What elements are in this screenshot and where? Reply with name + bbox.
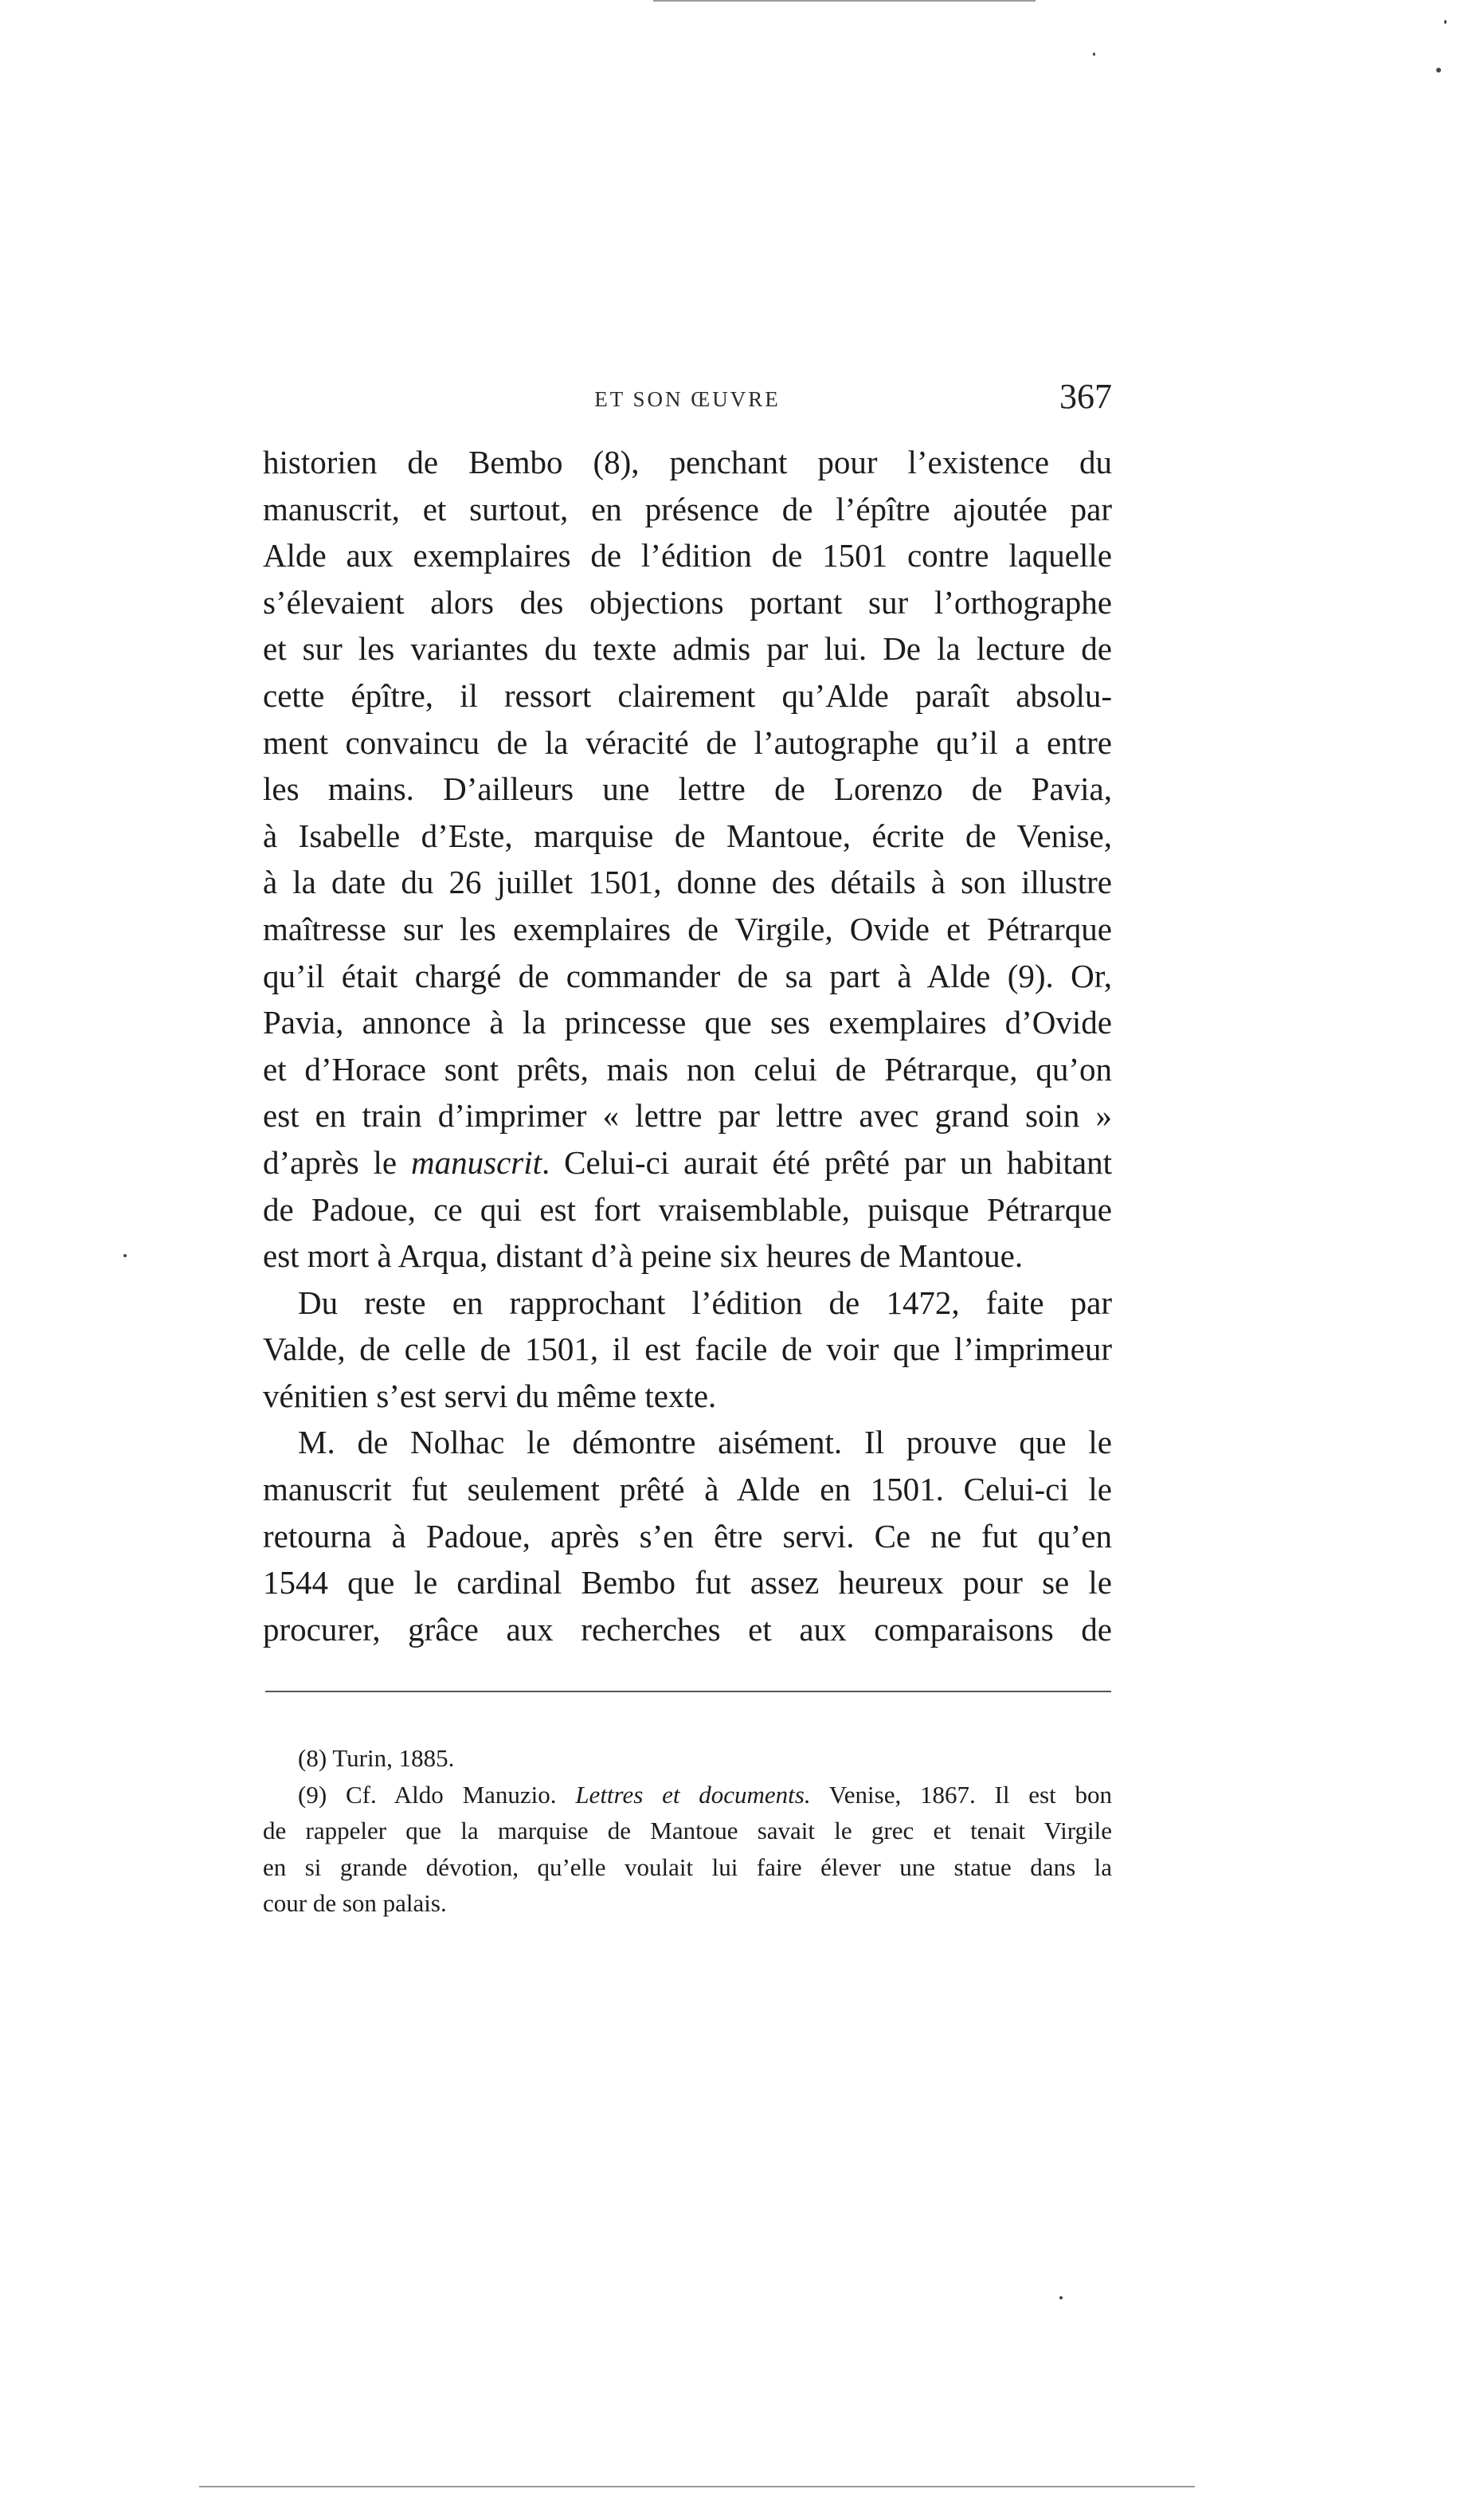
text-run: Venise, 1867. Il est bon	[810, 1780, 1112, 1809]
text-line: manuscrit, et surtout, en présence de l’épître ajoutée par	[263, 490, 1112, 527]
text-line: retourna à Padoue, après s’en être servi. Ce ne fut qu’en	[263, 1517, 1112, 1554]
text-line: Du reste en rapprochant l’édition de 1472, faite par	[298, 1284, 1112, 1321]
body-text	[263, 439, 1112, 1652]
text-line: cette épître, il ressort clairement qu’Alde paraît absolu-	[263, 676, 1112, 714]
scan-speck	[1436, 68, 1441, 73]
scan-speck	[1059, 2296, 1063, 2299]
text-line: est mort à Arqua, distant d’à peine six heures de Mantoue.	[263, 1237, 1024, 1275]
text-line: qu’il était chargé de commander de sa part à Alde (9). Or,	[263, 957, 1112, 994]
footnote-9-line: de rappeler que la marquise de Mantoue savait le grec et tenait Virgile	[263, 1817, 1112, 1844]
text-line: de Padoue, ce qui est fort vraisemblable, puisque Pétrarque	[263, 1190, 1112, 1228]
text-run: . Celui-ci aurait été prêté par un habitant	[542, 1143, 1112, 1181]
footnote-rule	[265, 1691, 1111, 1692]
text-line: ment convaincu de la véracité de l’autographe qu’il a entre	[263, 723, 1112, 761]
text-line: maîtresse sur les exemplaires de Virgile, Ovide et Pétrarque	[263, 910, 1112, 947]
page-number: 367	[1059, 377, 1112, 416]
text-line: manuscrit fut seulement prêté à Alde en 1501. Celui-ci le	[263, 1471, 1112, 1508]
text-line: est en train d’imprimer « lettre par lettre avec grand soin »	[263, 1097, 1112, 1135]
text-line: 1544 que le cardinal Bembo fut assez heureux pour se le	[263, 1564, 1112, 1601]
text-line: à la date du 26 juillet 1501, donne des détails à son illustre	[263, 864, 1112, 901]
text-line: vénitien s’est servi du même texte.	[263, 1377, 717, 1414]
footnote-9	[263, 1777, 1112, 1813]
text-line: historien de Bembo (8), penchant pour l’existence du	[263, 444, 1112, 480]
scan-speck	[1093, 53, 1095, 56]
text-run: (9) Cf. Aldo Manuzio.	[298, 1780, 576, 1809]
footnote-9-line: cour de son palais.	[263, 1889, 447, 1917]
text-line: et d’Horace sont prêts, mais non celui de Pétrarque, qu’on	[263, 1050, 1112, 1088]
text-line: Alde aux exemplaires de l’édition de 1501 contre laquelle	[263, 537, 1112, 574]
text-line: s’élevaient alors des objections portant sur l’orthographe	[263, 583, 1112, 621]
text-run: d’après le	[263, 1143, 412, 1181]
text-line: les mains. D’ailleurs une lettre de Lorenzo de Pavia,	[263, 770, 1112, 808]
footnote-8: (8) Turin, 1885.	[298, 1744, 455, 1772]
text-line: M. de Nolhac le démontre aisément. Il prouve que le	[298, 1424, 1112, 1461]
page-header	[263, 376, 1112, 424]
italic-title: Lettres et documents.	[575, 1780, 811, 1809]
text-line: Valde, de celle de 1501, il est facile de voir que l’imprimeur	[263, 1331, 1112, 1368]
scan-edge-top	[653, 0, 1036, 2]
scan-speck	[1444, 20, 1447, 24]
scan-edge-bottom	[199, 2486, 1195, 2487]
text-line-with-italic	[263, 1139, 1112, 1186]
italic-word: manuscrit	[411, 1143, 542, 1181]
text-line: à Isabelle d’Este, marquise de Mantoue, écrite de Venise,	[263, 817, 1112, 854]
text-line: procurer, grâce aux recherches et aux comparaisons de	[263, 1610, 1112, 1648]
running-head: ET SON ŒUVRE	[594, 387, 781, 411]
scan-speck	[123, 1254, 127, 1257]
footnotes	[263, 1740, 1112, 1922]
footnote-9-line: en si grande dévotion, qu’elle voulait lui faire élever une statue dans la	[263, 1852, 1112, 1881]
text-line: Pavia, annonce à la princesse que ses exemplaires d’Ovide	[263, 1004, 1112, 1041]
text-line: et sur les variantes du texte admis par lui. De la lecture de	[263, 630, 1112, 668]
